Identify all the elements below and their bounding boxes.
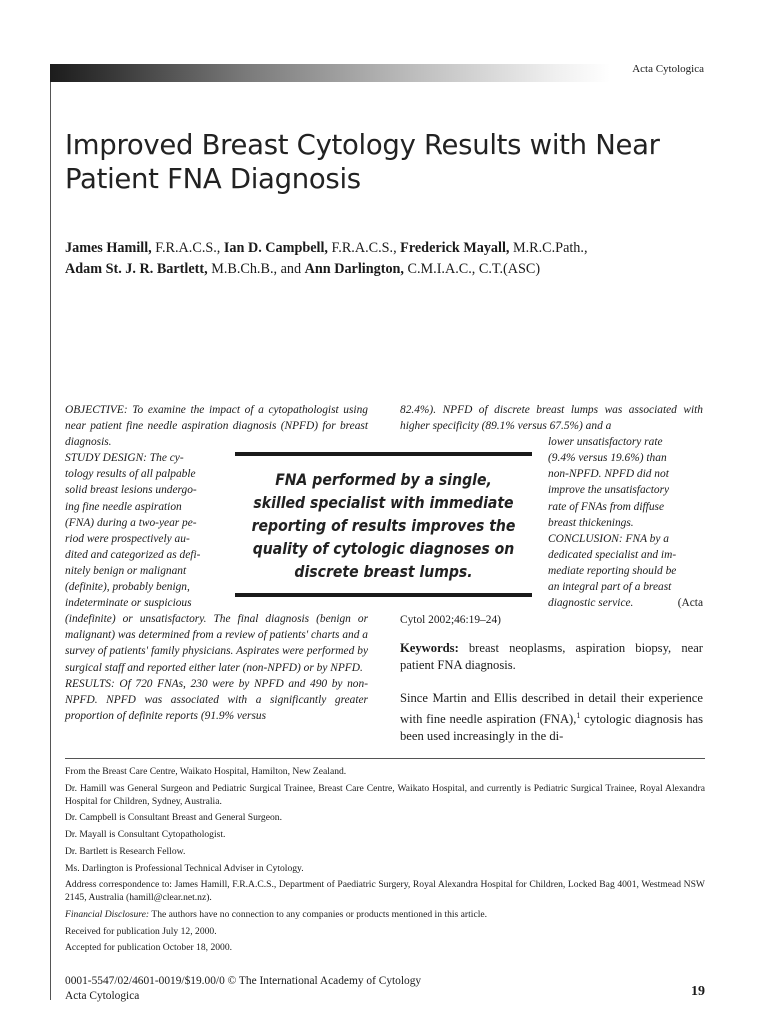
abstract-line: mediate reporting should be [548,564,677,577]
author-credentials: F.R.A.C.S., [327,240,401,256]
financial-disclosure [65,908,705,921]
author-credentials: F.R.A.C.S., [151,240,224,256]
citation-journal: (Acta [677,597,703,610]
author-name: Ian D. Campbell, [223,240,328,256]
citation-line: Cytol 2002;46:19–24) [400,614,501,627]
abstract-line [548,595,703,611]
abstract-line: tology results of all palpable [65,468,196,481]
pull-quote [235,452,532,597]
footnote-rule [65,758,705,759]
header-gradient-bar [50,64,610,82]
intro-paragraph [400,690,703,745]
author-credentials: M.B.Ch.B., [207,261,281,277]
abstract-line: (9.4% versus 19.6%) than [548,452,667,465]
author-name: Ann Darlington, [304,261,404,277]
intro-text: Since Martin and Ellis described in detail their experience with fine needle aspiration (FNA), [400,691,703,727]
footnote-correspondence: Address correspondence to: James Hamill, F.R.A.C.S., Department of Paediatric Surgery, Royal Alexandra Hospital for Children, Locked Bag 4001, Westmead NSW 2145, Australia (hamill@clear.net.nz). [65,879,705,904]
abstract-conclusion-end: diagnostic service. [548,597,634,610]
abstract-line: dited and categorized as defi- [65,548,201,561]
page-footer [65,974,705,1003]
page-number: 19 [691,984,705,999]
keywords [400,640,703,674]
abstract-line: nitely benign or malignant [65,564,187,577]
abstract-line: 82.4%). NPFD of discrete breast lumps was associated with higher specificity (89.1% versus 67.5%) and a [400,404,703,433]
abstract-line: STUDY DESIGN: The cy- [65,452,184,465]
author-list [65,238,745,280]
page-margin-rule [50,64,51,1000]
footnote-author: Dr. Mayall is Consultant Cytopathologist. [65,829,226,841]
footnote-author: Ms. Darlington is Professional Technical Adviser in Cytology. [65,862,304,874]
journal-header: Acta Cytologica [632,63,704,75]
intro-text-continued: cytologic diagnosis has been used increasingly in the di- [400,712,703,744]
author-name: Adam St. J. R. Bartlett, [65,261,208,277]
abstract-line: improve the unsatisfactory [548,484,670,497]
footnote-author: Dr. Campbell is Consultant Breast and General Surgeon. [65,812,282,824]
author-separator: and [280,261,305,277]
footnotes [65,765,705,958]
abstract-line: lower unsatisfactory rate [548,436,663,449]
abstract-objective: OBJECTIVE: To examine the impact of a cytopathologist using near patient fine needle aspiration diagnosis (NPFD) for breast diagnosis. [65,404,368,449]
abstract-line: ing fine needle aspiration [65,500,182,513]
reference-marker: 1 [576,711,581,720]
author-name: Frederick Mayall, [400,240,510,256]
keywords-text: breast neoplasms, aspiration biopsy, near patient FNA diagnosis. [400,641,703,672]
abstract-line: solid breast lesions undergo- [65,484,197,497]
author-name: James Hamill, [65,240,152,256]
abstract-line: (FNA) during a two-year pe- [65,516,197,529]
author-credentials: M.R.C.Path., [509,240,588,256]
footer-journal: Acta Cytologica [65,989,140,1002]
received-date: Received for publication July 12, 2000. [65,925,217,937]
accepted-date: Accepted for publication October 18, 2000. [65,942,233,954]
abstract-line: (definite), probably benign, [65,581,190,594]
abstract-line: an integral part of a breast [548,581,672,594]
abstract-line: rate of FNAs from diffuse [548,500,665,513]
footnote-author: Dr. Hamill was General Surgeon and Pediatric Surgical Trainee, Breast Care Centre, Waikato Hospital, and currently is Pediatric Surgical Trainee, Royal Alexandra Hospital for Children, Sydney, Australia. [65,782,705,807]
abstract-line: (indefinite) or unsatisfactory. The final diagnosis (benign or malignant) was determined from a review of patients' charts and a survey of patients' family physicians. Aspirates were performed by surgical staff and reported either later (non-NPFD) or by NPFD. [65,613,368,674]
abstract-line: CONCLUSION: FNA by a [548,532,669,545]
abstract-line: riod were prospectively au- [65,532,190,545]
footnote-author: Dr. Bartlett is Research Fellow. [65,845,186,857]
pull-quote-text: FNA performed by a single, skilled specialist with immediate reporting of results improves the quality of cytologic diagnoses on discrete breast lumps. [251,471,516,581]
abstract-wrap-block [548,434,703,611]
abstract-line: non-NPFD. NPFD did not [548,468,669,481]
author-credentials: C.M.I.A.C., C.T.(ASC) [403,261,541,277]
abstract-line: breast thickenings. [548,516,634,529]
financial-disclosure-text: The authors have no connection to any companies or products mentioned in this article. [149,909,488,920]
copyright-line: 0001-5547/02/4601-0019/$19.00/0 © The International Academy of Cytology [65,975,422,987]
abstract-results: RESULTS: Of 720 FNAs, 230 were by NPFD and 490 by non-NPFD. NPFD was associated with a significantly greater proportion of definite reports (91.9% versus [65,677,368,722]
article-title: Improved Breast Cytology Results with Near Patient FNA Diagnosis [65,129,660,195]
financial-disclosure-label: Financial Disclosure: [65,909,150,920]
abstract-line: dedicated specialist and im- [548,548,677,561]
keywords-label: Keywords: [400,641,459,655]
abstract-line: indeterminate or suspicious [65,597,192,610]
footnote-affiliation: From the Breast Care Centre, Waikato Hospital, Hamilton, New Zealand. [65,766,347,777]
